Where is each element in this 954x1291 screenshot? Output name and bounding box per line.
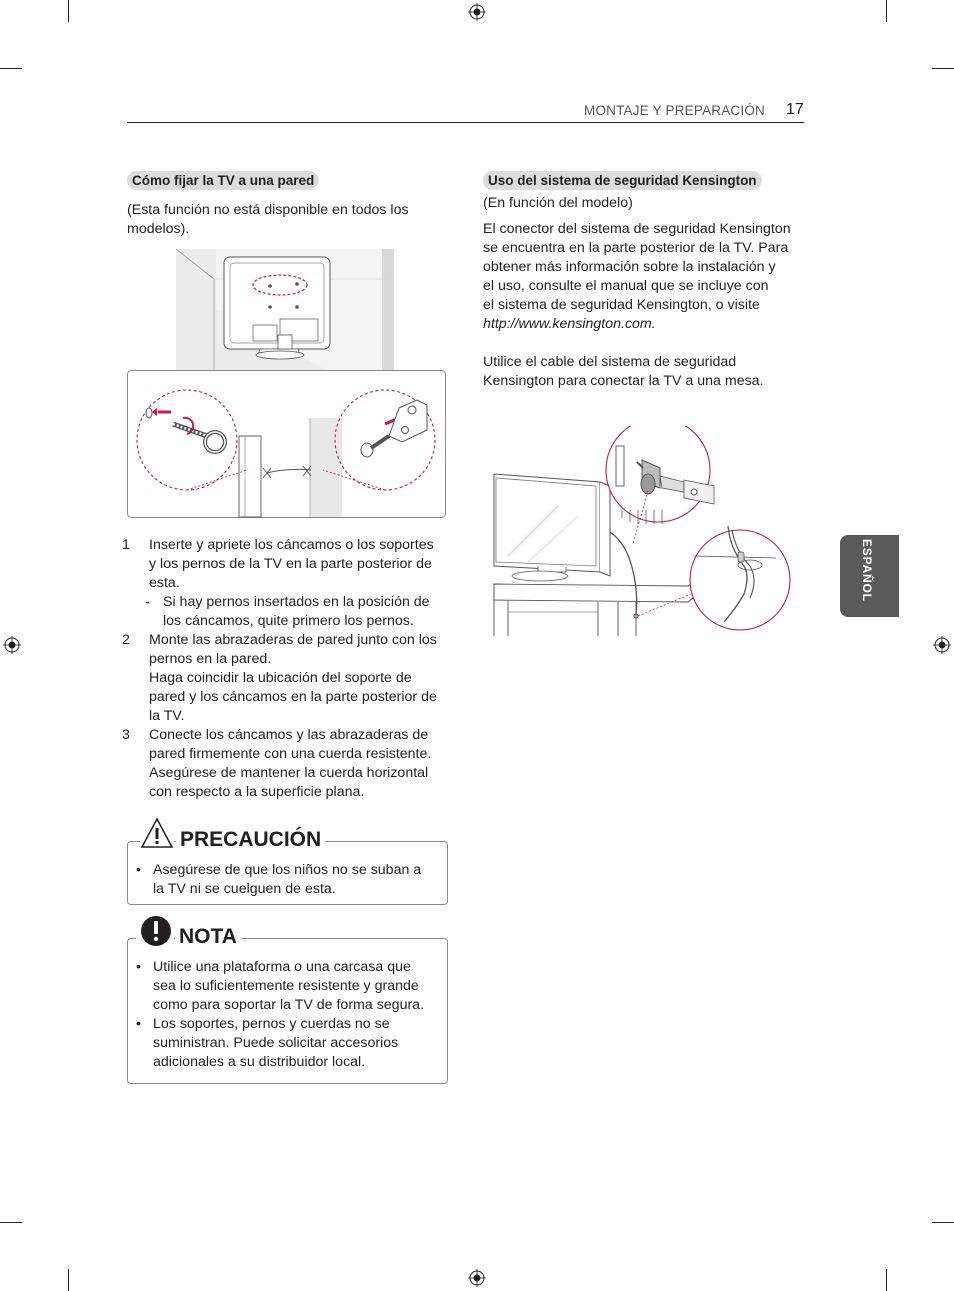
crop-mark: [68, 0, 69, 22]
crop-mark: [886, 0, 887, 22]
section-title-kensington: Uso del sistema de seguridad Kensington: [483, 171, 762, 190]
step-number: 2: [122, 632, 130, 648]
language-tab-label: ESPAÑOL: [860, 539, 874, 602]
intro-text: (Esta función no está disponible en todos los modelos).: [127, 202, 409, 237]
note-title: NOTA: [175, 925, 241, 949]
tv-back-wall-illustration: [176, 249, 394, 370]
bracket-cord-illustration: [127, 370, 446, 518]
header-rule: [127, 122, 804, 123]
warning-triangle-icon: [140, 817, 174, 849]
kensington-paragraph-1: El conector del sistema de seguridad Kensington se encuentra en la parte posterior de la TV. Para obtener más información sobre la instalación y el uso, consulte el manual que se incluye con el sistema de seguridad Kensington, o visite http://www.kensington.com.: [483, 220, 813, 334]
registration-mark-icon: [933, 636, 951, 654]
bullet: •: [136, 959, 141, 975]
crop-mark: [932, 1222, 954, 1223]
language-tab: [840, 535, 899, 617]
crop-mark: [68, 1269, 69, 1291]
crop-mark: [932, 68, 954, 69]
sub-dash: -: [145, 594, 150, 610]
crop-mark: [0, 68, 22, 69]
registration-mark-icon: [3, 636, 21, 654]
bullet: •: [136, 862, 141, 878]
caution-title: PRECAUCIÓN: [176, 828, 325, 852]
kensington-lock-illustration: [488, 426, 798, 638]
page-number: 17: [786, 101, 804, 118]
kensington-url: http://www.kensington.com.: [483, 316, 656, 332]
crop-mark: [886, 1269, 887, 1291]
running-header: MONTAJE Y PREPARACIÓN: [584, 103, 765, 118]
kensington-paragraph-2: Utilice el cable del sistema de seguridad Kensington para conectar la TV a una mesa.: [483, 354, 764, 389]
registration-mark-icon: [468, 1269, 486, 1287]
section-title-wall-mount: Cómo fijar la TV a una pared: [127, 171, 319, 190]
step-number: 3: [122, 727, 130, 743]
bullet: •: [136, 1016, 141, 1032]
kensington-subtitle: (En función del modelo): [483, 195, 633, 211]
info-exclamation-icon: [136, 914, 174, 948]
crop-mark: [0, 1222, 22, 1223]
registration-mark-icon: [468, 3, 486, 21]
step-number: 1: [122, 537, 130, 553]
